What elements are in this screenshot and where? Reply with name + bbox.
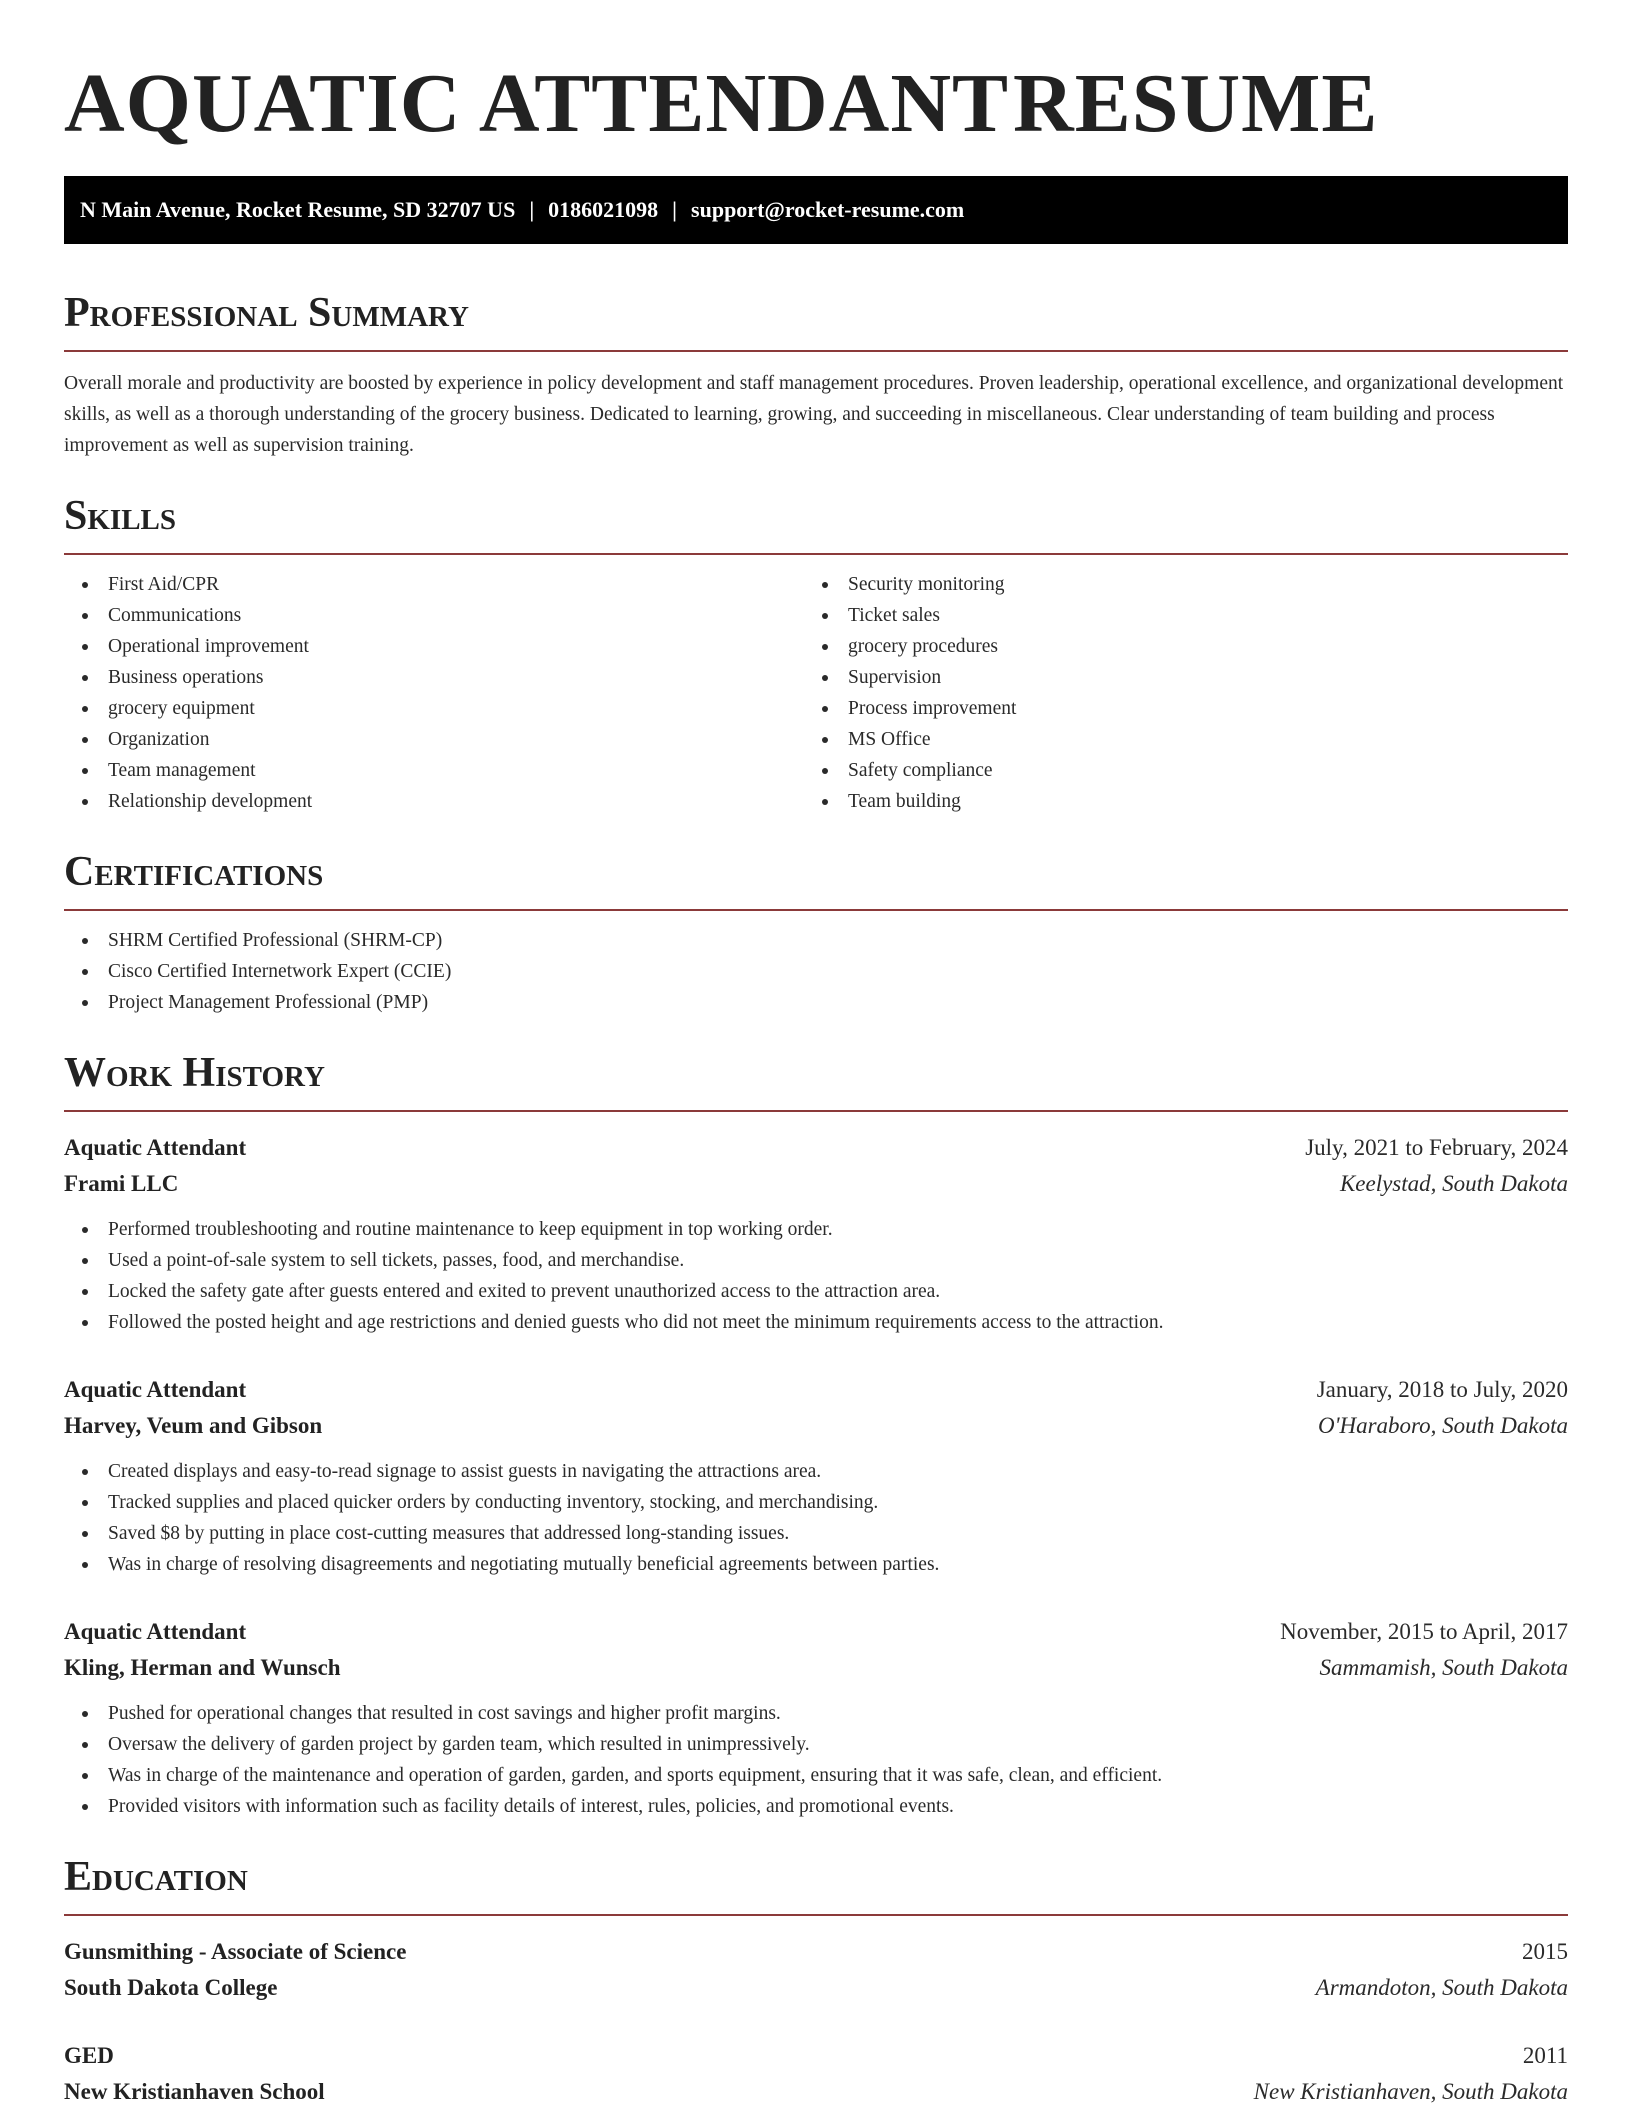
job-dates: January, 2018 to July, 2020 bbox=[1316, 1377, 1568, 1402]
education-school: New Kristianhaven School bbox=[64, 2079, 325, 2104]
education-degree: GED bbox=[64, 2043, 114, 2068]
skill-item: Supervision bbox=[804, 662, 1544, 693]
education-subheader bbox=[64, 1970, 1568, 2006]
skill-item: MS Office bbox=[804, 724, 1544, 755]
contact-address: N Main Avenue, Rocket Resume, SD 32707 US bbox=[80, 197, 516, 222]
skills-list-left bbox=[64, 569, 804, 817]
job-bullet: Provided visitors with information such as facility details of interest, rules, policies, and promotional events. bbox=[64, 1791, 1568, 1822]
job-bullet: Was in charge of resolving disagreements and negotiating mutually beneficial agreements between parties. bbox=[64, 1549, 1568, 1580]
job-location: O'Haraboro, South Dakota bbox=[1317, 1413, 1568, 1438]
skills-grid bbox=[64, 555, 1568, 817]
skill-item: Process improvement bbox=[804, 693, 1544, 724]
job-dates: November, 2015 to April, 2017 bbox=[1280, 1619, 1568, 1644]
job-title: Aquatic Attendant bbox=[64, 1619, 247, 1644]
skill-item: Operational improvement bbox=[64, 631, 804, 662]
certification-item: Cisco Certified Internetwork Expert (CCIE) bbox=[64, 956, 1568, 987]
job-bullets bbox=[64, 1456, 1568, 1580]
job-dates: July, 2021 to February, 2024 bbox=[1305, 1135, 1568, 1160]
education-degree: Gunsmithing - Associate of Science bbox=[64, 1939, 407, 1964]
skill-item: Team building bbox=[804, 786, 1544, 817]
job-bullet: Oversaw the delivery of garden project by garden team, which resulted in unimpressively. bbox=[64, 1729, 1568, 1760]
skills-heading: Skills bbox=[64, 491, 1568, 555]
summary-text: Overall morale and productivity are boosted by experience in policy development and staff management procedures. Proven leadership, operational excellence, and organizational development skills, as well as a thorough understanding of the grocery business. Dedicated to learning, growing, and succeeding in miscellaneous. Clear understanding of team building and process improvement as well as supervision training. bbox=[64, 373, 1564, 456]
skill-item: Organization bbox=[64, 724, 804, 755]
job-entry bbox=[64, 1614, 1568, 1822]
job-subheader bbox=[64, 1650, 1568, 1686]
job-location: Keelystad, South Dakota bbox=[1339, 1171, 1568, 1196]
education-location: Armandoton, South Dakota bbox=[1315, 1975, 1568, 2000]
skill-item: First Aid/CPR bbox=[64, 569, 804, 600]
job-bullets bbox=[64, 1698, 1568, 1822]
education-year: 2015 bbox=[1522, 1939, 1568, 1964]
job-company: Harvey, Veum and Gibson bbox=[64, 1413, 323, 1438]
skill-item: Team management bbox=[64, 755, 804, 786]
job-bullet: Followed the posted height and age restrictions and denied guests who did not meet the minimum requirements access to the attraction. bbox=[64, 1307, 1568, 1338]
skill-item: Security monitoring bbox=[804, 569, 1544, 600]
job-bullet: Pushed for operational changes that resulted in cost savings and higher profit margins. bbox=[64, 1698, 1568, 1729]
job-header bbox=[64, 1130, 1568, 1166]
job-bullet: Saved $8 by putting in place cost-cutting measures that addressed long-standing issues. bbox=[64, 1518, 1568, 1549]
resume-title bbox=[64, 0, 1568, 176]
title-main: AQUATIC ATTENDANT bbox=[64, 57, 1010, 150]
job-title: Aquatic Attendant bbox=[64, 1377, 247, 1402]
education-entry bbox=[64, 2038, 1568, 2110]
job-title: Aquatic Attendant bbox=[64, 1135, 247, 1160]
certifications-list bbox=[64, 925, 1568, 1018]
contact-email[interactable]: support@rocket-resume.com bbox=[691, 197, 965, 222]
education-header bbox=[64, 2038, 1568, 2074]
education-subheader bbox=[64, 2074, 1568, 2110]
job-header bbox=[64, 1614, 1568, 1650]
job-bullet: Performed troubleshooting and routine maintenance to keep equipment in top working order. bbox=[64, 1214, 1568, 1245]
job-location: Sammamish, South Dakota bbox=[1319, 1655, 1568, 1680]
contact-bar bbox=[64, 176, 1568, 244]
skill-item: grocery procedures bbox=[804, 631, 1544, 662]
education-school: South Dakota College bbox=[64, 1975, 278, 2000]
job-bullet: Locked the safety gate after guests entered and exited to prevent unauthorized access to the attraction area. bbox=[64, 1276, 1568, 1307]
certification-item: Project Management Professional (PMP) bbox=[64, 987, 1568, 1018]
summary-heading: Professional Summary bbox=[64, 288, 1568, 352]
job-subheader bbox=[64, 1408, 1568, 1444]
skill-item: Relationship development bbox=[64, 786, 804, 817]
contact-phone: 0186021098 bbox=[548, 197, 659, 222]
job-entry bbox=[64, 1130, 1568, 1338]
job-entry bbox=[64, 1372, 1568, 1580]
job-bullet: Used a point-of-sale system to sell tickets, passes, food, and merchandise. bbox=[64, 1245, 1568, 1276]
education-header bbox=[64, 1934, 1568, 1970]
job-bullet: Was in charge of the maintenance and operation of garden, garden, and sports equipment, ensuring that it was safe, clean, and efficient. bbox=[64, 1760, 1568, 1791]
job-header bbox=[64, 1372, 1568, 1408]
work-history-heading: Work History bbox=[64, 1048, 1568, 1112]
contact-separator: | bbox=[672, 197, 678, 222]
skills-list-right bbox=[804, 569, 1544, 817]
job-company: Kling, Herman and Wunsch bbox=[64, 1655, 341, 1680]
job-bullet: Created displays and easy-to-read signage to assist guests in navigating the attractions area. bbox=[64, 1456, 1568, 1487]
skill-item: Business operations bbox=[64, 662, 804, 693]
job-subheader bbox=[64, 1166, 1568, 1202]
education-entry bbox=[64, 1934, 1568, 2006]
title-accent: RESUME bbox=[1013, 57, 1379, 150]
skill-item: grocery equipment bbox=[64, 693, 804, 724]
education-heading: Education bbox=[64, 1852, 1568, 1916]
job-bullet: Tracked supplies and placed quicker orders by conducting inventory, stocking, and merchandising. bbox=[64, 1487, 1568, 1518]
certifications-heading: Certifications bbox=[64, 847, 1568, 911]
skill-item: Safety compliance bbox=[804, 755, 1544, 786]
education-year: 2011 bbox=[1522, 2043, 1568, 2068]
skill-item: Communications bbox=[64, 600, 804, 631]
education-location: New Kristianhaven, South Dakota bbox=[1253, 2079, 1568, 2104]
job-company: Frami LLC bbox=[64, 1171, 179, 1196]
job-bullets bbox=[64, 1214, 1568, 1338]
certification-item: SHRM Certified Professional (SHRM-CP) bbox=[64, 925, 1568, 956]
skill-item: Ticket sales bbox=[804, 600, 1544, 631]
contact-separator: | bbox=[529, 197, 535, 222]
